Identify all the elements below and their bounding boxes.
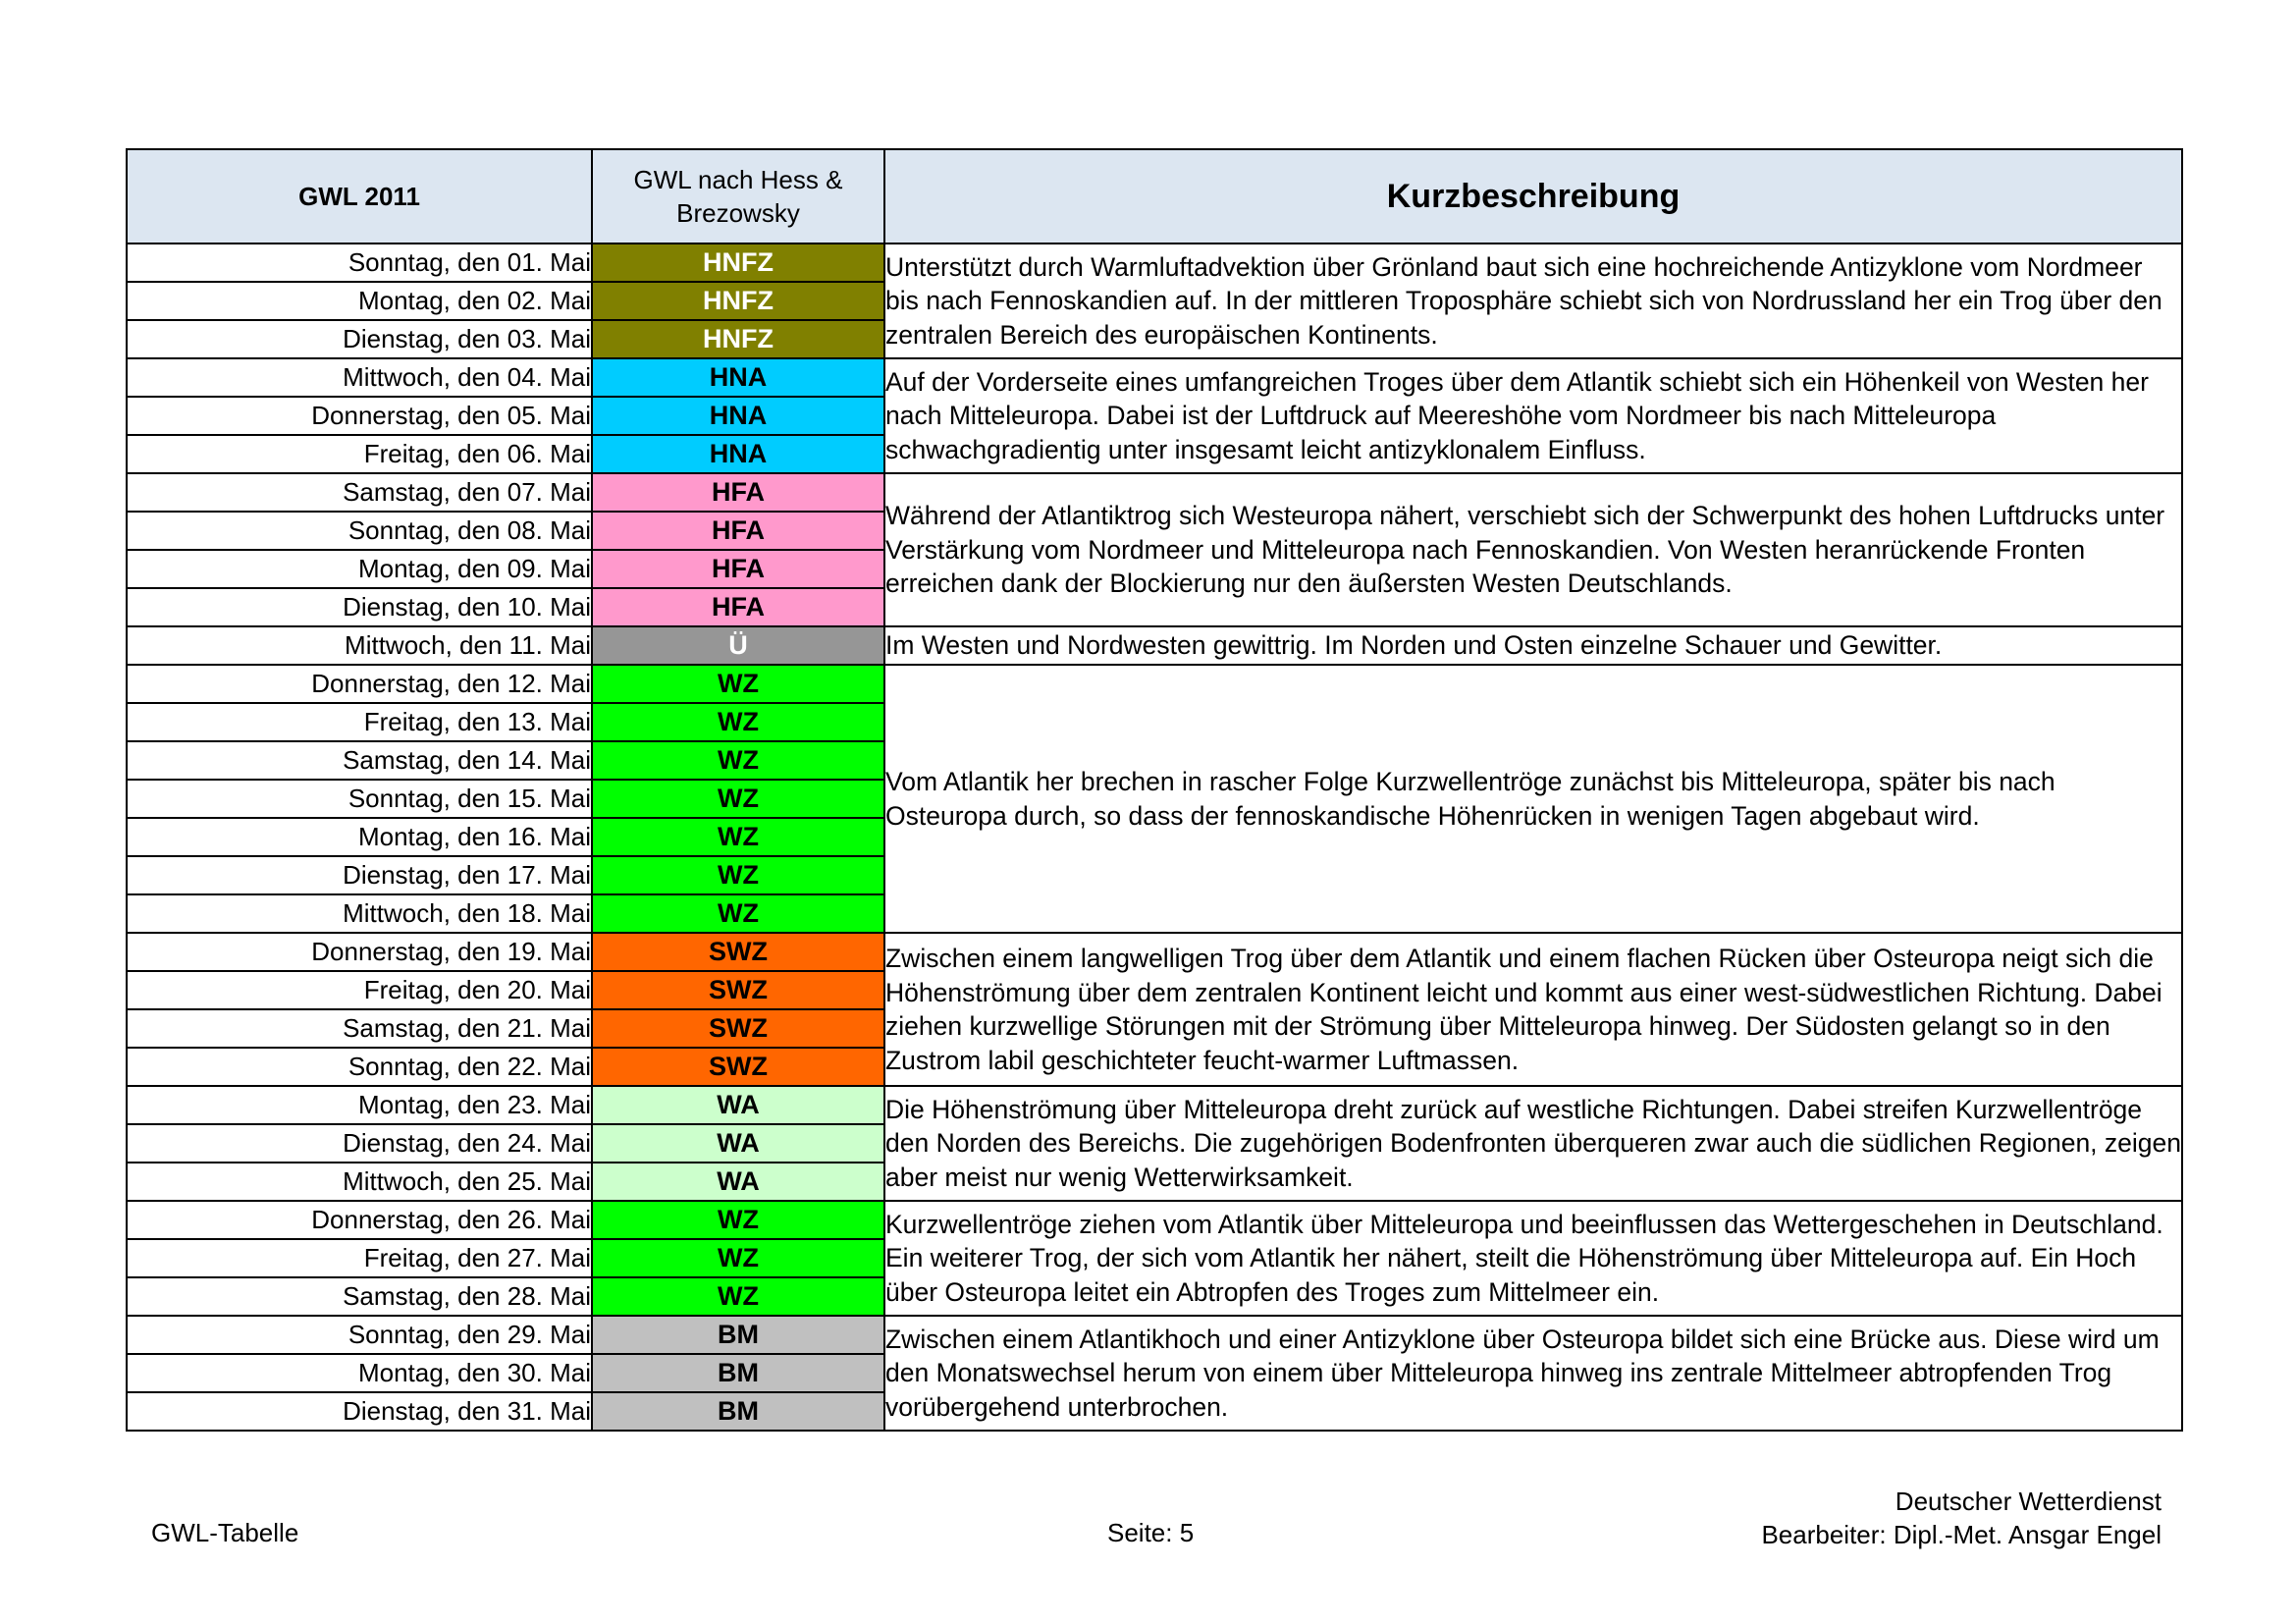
table-row	[127, 473, 2182, 512]
gwl-code-cell: HNA	[592, 435, 884, 473]
table-row	[127, 1086, 2182, 1124]
gwl-code-cell: SWZ	[592, 933, 884, 971]
footer-editor: Bearbeiter: Dipl.-Met. Ansgar Engel	[1761, 1520, 2162, 1549]
date-cell: Dienstag, den 17. Mai	[127, 856, 592, 894]
gwl-code-cell: WZ	[592, 741, 884, 780]
description-cell: Kurzwellentröge ziehen vom Atlantik über Mitteleuropa und beeinflussen das Wettergeschehen in Deutschland. Ein weiterer Trog, der sich vom Atlantik her nähert, steilt die Höhenströmung über Mitteleuropa auf. Ein Hoch über Osteuropa leitet ein Abtropfen des Troges zum Mittelmeer ein.	[884, 1201, 2182, 1316]
date-cell: Sonntag, den 22. Mai	[127, 1048, 592, 1086]
date-cell: Donnerstag, den 26. Mai	[127, 1201, 592, 1239]
date-cell: Dienstag, den 03. Mai	[127, 320, 592, 358]
table-row	[127, 626, 2182, 665]
gwl-code-cell: BM	[592, 1316, 884, 1354]
date-cell: Freitag, den 20. Mai	[127, 971, 592, 1009]
gwl-code-cell: SWZ	[592, 971, 884, 1009]
footer-organisation: Deutscher Wetterdienst	[1895, 1487, 2162, 1516]
table-row	[127, 1316, 2182, 1354]
date-cell: Mittwoch, den 04. Mai	[127, 358, 592, 397]
footer-doc-title: GWL-Tabelle	[151, 1518, 299, 1547]
date-cell: Montag, den 23. Mai	[127, 1086, 592, 1124]
date-cell: Samstag, den 21. Mai	[127, 1009, 592, 1048]
gwl-code-cell: BM	[592, 1392, 884, 1431]
date-cell: Samstag, den 14. Mai	[127, 741, 592, 780]
gwl-code-cell: SWZ	[592, 1048, 884, 1086]
gwl-code-cell: WZ	[592, 1239, 884, 1277]
date-cell: Donnerstag, den 05. Mai	[127, 397, 592, 435]
date-cell: Sonntag, den 15. Mai	[127, 780, 592, 818]
gwl-code-cell: WZ	[592, 703, 884, 741]
date-cell: Samstag, den 28. Mai	[127, 1277, 592, 1316]
description-cell: Zwischen einem Atlantikhoch und einer Antizyklone über Osteuropa bildet sich eine Brücke aus. Diese wird um den Monatswechsel herum von einem über Mitteleuropa hinweg ins zentrale Mittelmeer abtropfenden Trog vorübergehend unterbrochen.	[884, 1316, 2182, 1431]
footer-author	[1761, 1485, 2162, 1551]
gwl-code-cell: HNFZ	[592, 320, 884, 358]
gwl-code-cell: HFA	[592, 588, 884, 626]
gwl-code-cell: WZ	[592, 1201, 884, 1239]
table-body	[127, 243, 2182, 1431]
gwl-code-cell: Ü	[592, 626, 884, 665]
date-cell: Freitag, den 06. Mai	[127, 435, 592, 473]
date-cell: Donnerstag, den 12. Mai	[127, 665, 592, 703]
gwl-code-cell: HFA	[592, 473, 884, 512]
description-cell: Die Höhenströmung über Mitteleuropa dreht zurück auf westliche Richtungen. Dabei streifen Kurzwellentröge den Norden des Bereichs. Die zugehörigen Bodenfronten überqueren zwar auch die südlichen Regionen, zeigen aber meist nur wenig Wetterwirksamkeit.	[884, 1086, 2182, 1201]
table-row	[127, 665, 2182, 703]
date-cell: Freitag, den 13. Mai	[127, 703, 592, 741]
date-cell: Freitag, den 27. Mai	[127, 1239, 592, 1277]
date-cell: Dienstag, den 31. Mai	[127, 1392, 592, 1431]
gwl-code-cell: HFA	[592, 512, 884, 550]
date-cell: Dienstag, den 24. Mai	[127, 1124, 592, 1163]
description-cell: Auf der Vorderseite eines umfangreichen Troges über dem Atlantik schiebt sich ein Höhenkeil von Westen her nach Mitteleuropa. Dabei ist der Luftdruck auf Meereshöhe vom Nordmeer bis nach Mitteleuropa schwachgradientig unter insgesamt leicht antizyklonalem Einfluss.	[884, 358, 2182, 473]
description-cell: Im Westen und Nordwesten gewittrig. Im Norden und Osten einzelne Schauer und Gewitter.	[884, 626, 2182, 665]
gwl-code-cell: HNFZ	[592, 282, 884, 320]
gwl-code-cell: WA	[592, 1124, 884, 1163]
description-cell: Vom Atlantik her brechen in rascher Folge Kurzwellentröge zunächst bis Mitteleuropa, später bis nach Osteuropa durch, so dass der fennoskandische Höhenrücken in wenigen Tagen abgebaut wird.	[884, 665, 2182, 933]
date-cell: Sonntag, den 29. Mai	[127, 1316, 592, 1354]
date-cell: Sonntag, den 01. Mai	[127, 243, 592, 282]
header-hess-brezowsky: GWL nach Hess & Brezowsky	[592, 149, 884, 243]
gwl-code-cell: WA	[592, 1163, 884, 1201]
date-cell: Montag, den 02. Mai	[127, 282, 592, 320]
gwl-code-cell: SWZ	[592, 1009, 884, 1048]
date-cell: Mittwoch, den 11. Mai	[127, 626, 592, 665]
gwl-code-cell: HFA	[592, 550, 884, 588]
header-gwl: GWL 2011	[127, 149, 592, 243]
date-cell: Montag, den 30. Mai	[127, 1354, 592, 1392]
date-cell: Dienstag, den 10. Mai	[127, 588, 592, 626]
footer-page-number: Seite: 5	[1107, 1518, 1195, 1547]
date-cell: Montag, den 16. Mai	[127, 818, 592, 856]
gwl-code-cell: HNA	[592, 397, 884, 435]
description-cell: Unterstützt durch Warmluftadvektion über Grönland baut sich eine hochreichende Antizyklone vom Nordmeer bis nach Fennoskandien auf. In der mittleren Troposphäre schiebt sich von Nordrussland her ein Trog über den zentralen Bereich des europäischen Kontinents.	[884, 243, 2182, 358]
table-row	[127, 933, 2182, 971]
gwl-code-cell: HNFZ	[592, 243, 884, 282]
description-cell: Zwischen einem langwelligen Trog über dem Atlantik und einem flachen Rücken über Osteuropa neigt sich die Höhenströmung über dem zentralen Kontinent leicht und kommt aus einer west-südwestlichen Richtung. Dabei ziehen kurzwellige Störungen mit der Strömung über Mitteleuropa hinweg. Der Südosten gelangt so in den Zustrom labil geschichteter feucht-warmer Luftmassen.	[884, 933, 2182, 1086]
gwl-code-cell: WZ	[592, 818, 884, 856]
gwl-code-cell: WZ	[592, 1277, 884, 1316]
description-cell: Während der Atlantiktrog sich Westeuropa nähert, verschiebt sich der Schwerpunkt des hohen Luftdrucks unter Verstärkung vom Nordmeer und Mitteleuropa nach Fennoskandien. Von Westen heranrückende Fronten erreichen dank der Blockierung nur den äußersten Westen Deutschlands.	[884, 473, 2182, 626]
date-cell: Montag, den 09. Mai	[127, 550, 592, 588]
table-row	[127, 358, 2182, 397]
gwl-code-cell: HNA	[592, 358, 884, 397]
gwl-code-cell: WZ	[592, 894, 884, 933]
date-cell: Samstag, den 07. Mai	[127, 473, 592, 512]
gwl-code-cell: WA	[592, 1086, 884, 1124]
gwl-code-cell: WZ	[592, 665, 884, 703]
gwl-code-cell: WZ	[592, 780, 884, 818]
date-cell: Mittwoch, den 25. Mai	[127, 1163, 592, 1201]
header-row	[127, 149, 2182, 243]
table-row	[127, 1201, 2182, 1239]
gwl-table	[126, 148, 2183, 1432]
date-cell: Mittwoch, den 18. Mai	[127, 894, 592, 933]
gwl-code-cell: WZ	[592, 856, 884, 894]
header-kurzbeschreibung: Kurzbeschreibung	[884, 149, 2182, 243]
table-row	[127, 243, 2182, 282]
date-cell: Donnerstag, den 19. Mai	[127, 933, 592, 971]
gwl-code-cell: BM	[592, 1354, 884, 1392]
date-cell: Sonntag, den 08. Mai	[127, 512, 592, 550]
